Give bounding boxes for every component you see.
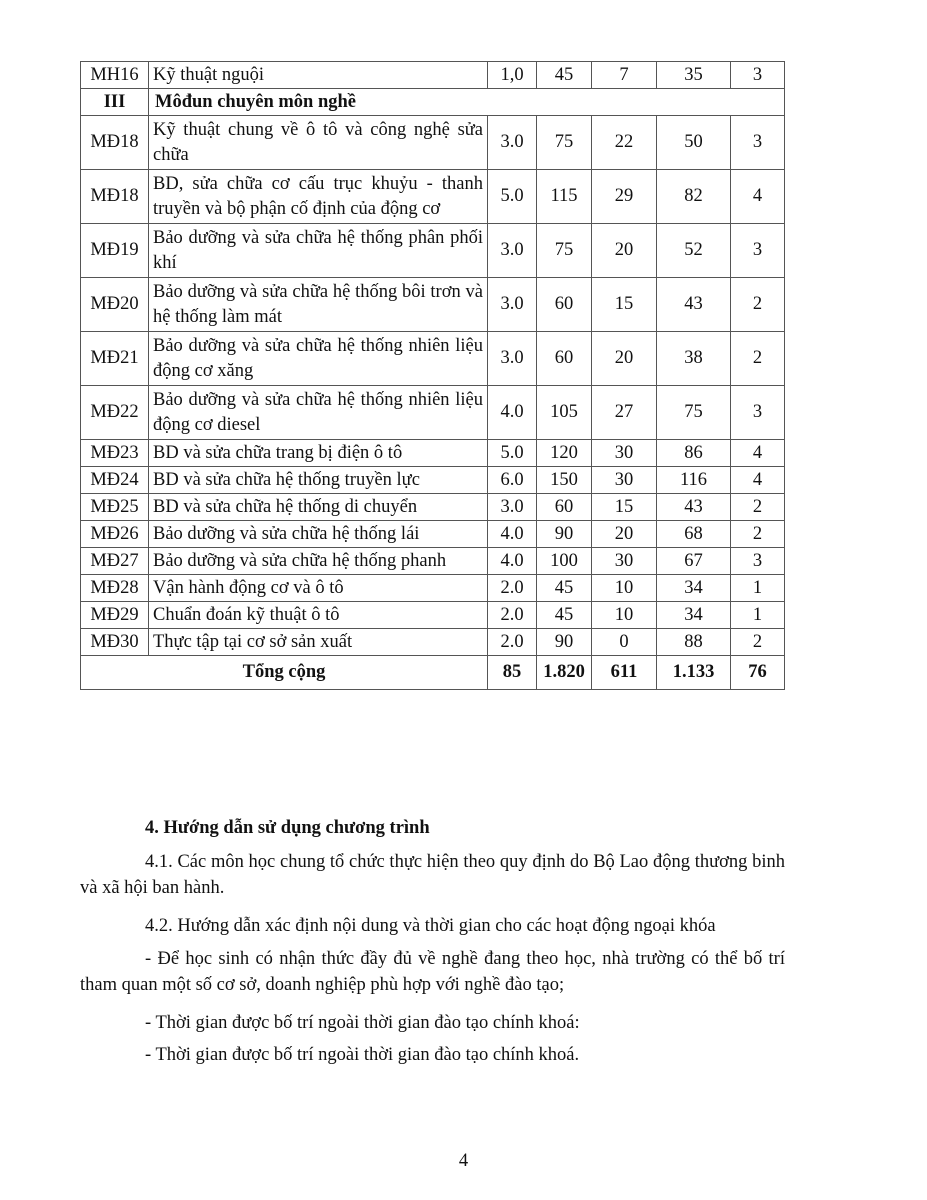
module-name: Chuẩn đoán kỹ thuật ô tô (149, 602, 488, 629)
paragraph-bullet-1: - Để học sinh có nhận thức đầy đủ về nghề đang theo học, nhà trường có thể bố trí tham quan một số cơ sở, doanh nghiệp phù hợp với nghề đào tạo; (80, 949, 785, 995)
table-row (81, 494, 785, 521)
exam-hours-cell: 2 (731, 332, 785, 386)
theory-hours-cell: 30 (592, 467, 657, 494)
credits-cell: 5.0 (488, 440, 537, 467)
theory-hours-cell: 15 (592, 278, 657, 332)
table-row (81, 224, 785, 278)
module-name: Bảo dưỡng và sửa chữa hệ thống lái (149, 521, 488, 548)
exam-hours-cell: 3 (731, 116, 785, 170)
module-name: Bảo dưỡng và sửa chữa hệ thống phân phối khí (149, 224, 488, 278)
credits-cell: 4.0 (488, 548, 537, 575)
total-theory: 611 (592, 656, 657, 690)
paragraph-bullet-3: - Thời gian được bố trí ngoài thời gian đào tạo chính khoá. (145, 1045, 580, 1065)
practice-hours-cell: 86 (657, 440, 731, 467)
total-hours-cell: 150 (537, 467, 592, 494)
table-body (81, 62, 785, 690)
table-row (81, 629, 785, 656)
credits-cell: 5.0 (488, 170, 537, 224)
total-hours-cell: 115 (537, 170, 592, 224)
total-hours-cell: 105 (537, 386, 592, 440)
credits-cell: 3.0 (488, 224, 537, 278)
module-name: Kỹ thuật chung về ô tô và công nghệ sửa chữa (149, 116, 488, 170)
table-row (81, 575, 785, 602)
total-exam: 76 (731, 656, 785, 690)
module-code: MĐ24 (81, 467, 149, 494)
theory-hours-cell: 29 (592, 170, 657, 224)
total-hours-cell: 60 (537, 332, 592, 386)
total-label: Tổng cộng (81, 656, 488, 690)
total-hours-cell: 120 (537, 440, 592, 467)
practice-hours-cell: 34 (657, 575, 731, 602)
theory-hours-cell: 20 (592, 521, 657, 548)
exam-hours-cell: 3 (731, 548, 785, 575)
exam-hours-cell: 4 (731, 440, 785, 467)
total-hours-cell: 45 (537, 62, 592, 89)
theory-hours-cell: 7 (592, 62, 657, 89)
module-name: Kỹ thuật nguội (149, 62, 488, 89)
practice-hours-cell: 35 (657, 62, 731, 89)
exam-hours-cell: 4 (731, 467, 785, 494)
exam-hours-cell: 3 (731, 62, 785, 89)
module-name: BD và sửa chữa hệ thống di chuyển (149, 494, 488, 521)
module-name: Bảo dưỡng và sửa chữa hệ thống nhiên liệu động cơ diesel (149, 386, 488, 440)
total-practice: 1.133 (657, 656, 731, 690)
theory-hours-cell: 15 (592, 494, 657, 521)
module-code: MĐ18 (81, 170, 149, 224)
credits-cell: 3.0 (488, 494, 537, 521)
total-hours-cell: 100 (537, 548, 592, 575)
credits-cell: 1,0 (488, 62, 537, 89)
module-name: Bảo dưỡng và sửa chữa hệ thống bôi trơn và hệ thống làm mát (149, 278, 488, 332)
theory-hours-cell: 27 (592, 386, 657, 440)
total-hours-cell: 75 (537, 224, 592, 278)
table-row (81, 116, 785, 170)
module-name: Bảo dưỡng và sửa chữa hệ thống phanh (149, 548, 488, 575)
practice-hours-cell: 68 (657, 521, 731, 548)
total-hours-cell: 60 (537, 494, 592, 521)
exam-hours-cell: 2 (731, 278, 785, 332)
module-code: MĐ20 (81, 278, 149, 332)
module-code: MĐ25 (81, 494, 149, 521)
theory-hours-cell: 20 (592, 332, 657, 386)
module-code: MĐ28 (81, 575, 149, 602)
practice-hours-cell: 82 (657, 170, 731, 224)
practice-hours-cell: 88 (657, 629, 731, 656)
practice-hours-cell: 67 (657, 548, 731, 575)
theory-hours-cell: 30 (592, 548, 657, 575)
exam-hours-cell: 2 (731, 629, 785, 656)
module-code: MH16 (81, 62, 149, 89)
practice-hours-cell: 75 (657, 386, 731, 440)
practice-hours-cell: 34 (657, 602, 731, 629)
paragraph-4-2: 4.2. Hướng dẫn xác định nội dung và thời gian cho các hoạt động ngoại khóa (145, 916, 716, 936)
exam-hours-cell: 2 (731, 521, 785, 548)
exam-hours-cell: 3 (731, 386, 785, 440)
module-name: BD và sửa chữa hệ thống truyền lực (149, 467, 488, 494)
exam-hours-cell: 3 (731, 224, 785, 278)
total-credits: 85 (488, 656, 537, 690)
practice-hours-cell: 43 (657, 494, 731, 521)
total-hours-cell: 90 (537, 521, 592, 548)
curriculum-table (80, 61, 785, 690)
total-row (81, 656, 785, 690)
section-number: III (81, 89, 149, 116)
table-row (81, 278, 785, 332)
module-code: MĐ29 (81, 602, 149, 629)
total-hours-cell: 90 (537, 629, 592, 656)
table-row (81, 521, 785, 548)
module-code: MĐ22 (81, 386, 149, 440)
table-row (81, 62, 785, 89)
module-code: MĐ26 (81, 521, 149, 548)
module-name: Thực tập tại cơ sở sản xuất (149, 629, 488, 656)
practice-hours-cell: 116 (657, 467, 731, 494)
table-row (81, 467, 785, 494)
table-row (81, 386, 785, 440)
paragraph-bullet-2: - Thời gian được bố trí ngoài thời gian đào tạo chính khoá: (145, 1013, 580, 1033)
exam-hours-cell: 4 (731, 170, 785, 224)
page-number: 4 (458, 1151, 469, 1171)
table-row (81, 440, 785, 467)
theory-hours-cell: 10 (592, 575, 657, 602)
table-row (81, 548, 785, 575)
module-code: MĐ19 (81, 224, 149, 278)
exam-hours-cell: 1 (731, 575, 785, 602)
module-code: MĐ27 (81, 548, 149, 575)
practice-hours-cell: 50 (657, 116, 731, 170)
table-row (81, 170, 785, 224)
credits-cell: 3.0 (488, 332, 537, 386)
module-name: Vận hành động cơ và ô tô (149, 575, 488, 602)
section-row (81, 89, 785, 116)
exam-hours-cell: 2 (731, 494, 785, 521)
practice-hours-cell: 52 (657, 224, 731, 278)
theory-hours-cell: 10 (592, 602, 657, 629)
total-hours: 1.820 (537, 656, 592, 690)
total-hours-cell: 45 (537, 602, 592, 629)
module-code: MĐ18 (81, 116, 149, 170)
theory-hours-cell: 30 (592, 440, 657, 467)
table-row (81, 602, 785, 629)
theory-hours-cell: 20 (592, 224, 657, 278)
credits-cell: 2.0 (488, 575, 537, 602)
section-title: Môđun chuyên môn nghề (149, 89, 785, 116)
module-code: MĐ23 (81, 440, 149, 467)
credits-cell: 2.0 (488, 602, 537, 629)
total-hours-cell: 45 (537, 575, 592, 602)
practice-hours-cell: 43 (657, 278, 731, 332)
credits-cell: 3.0 (488, 116, 537, 170)
table-row (81, 332, 785, 386)
practice-hours-cell: 38 (657, 332, 731, 386)
credits-cell: 6.0 (488, 467, 537, 494)
section-heading: 4. Hướng dẫn sử dụng chương trình (145, 818, 430, 838)
module-code: MĐ30 (81, 629, 149, 656)
module-name: Bảo dưỡng và sửa chữa hệ thống nhiên liệu động cơ xăng (149, 332, 488, 386)
module-code: MĐ21 (81, 332, 149, 386)
credits-cell: 4.0 (488, 386, 537, 440)
credits-cell: 4.0 (488, 521, 537, 548)
exam-hours-cell: 1 (731, 602, 785, 629)
paragraph-4-1: 4.1. Các môn học chung tổ chức thực hiện theo quy định do Bộ Lao động thương binh và xã hội ban hành. (80, 852, 785, 898)
module-name: BD, sửa chữa cơ cấu trục khuỷu - thanh truyền và bộ phận cố định của động cơ (149, 170, 488, 224)
module-name: BD và sửa chữa trang bị điện ô tô (149, 440, 488, 467)
total-hours-cell: 75 (537, 116, 592, 170)
credits-cell: 2.0 (488, 629, 537, 656)
total-hours-cell: 60 (537, 278, 592, 332)
theory-hours-cell: 22 (592, 116, 657, 170)
credits-cell: 3.0 (488, 278, 537, 332)
theory-hours-cell: 0 (592, 629, 657, 656)
